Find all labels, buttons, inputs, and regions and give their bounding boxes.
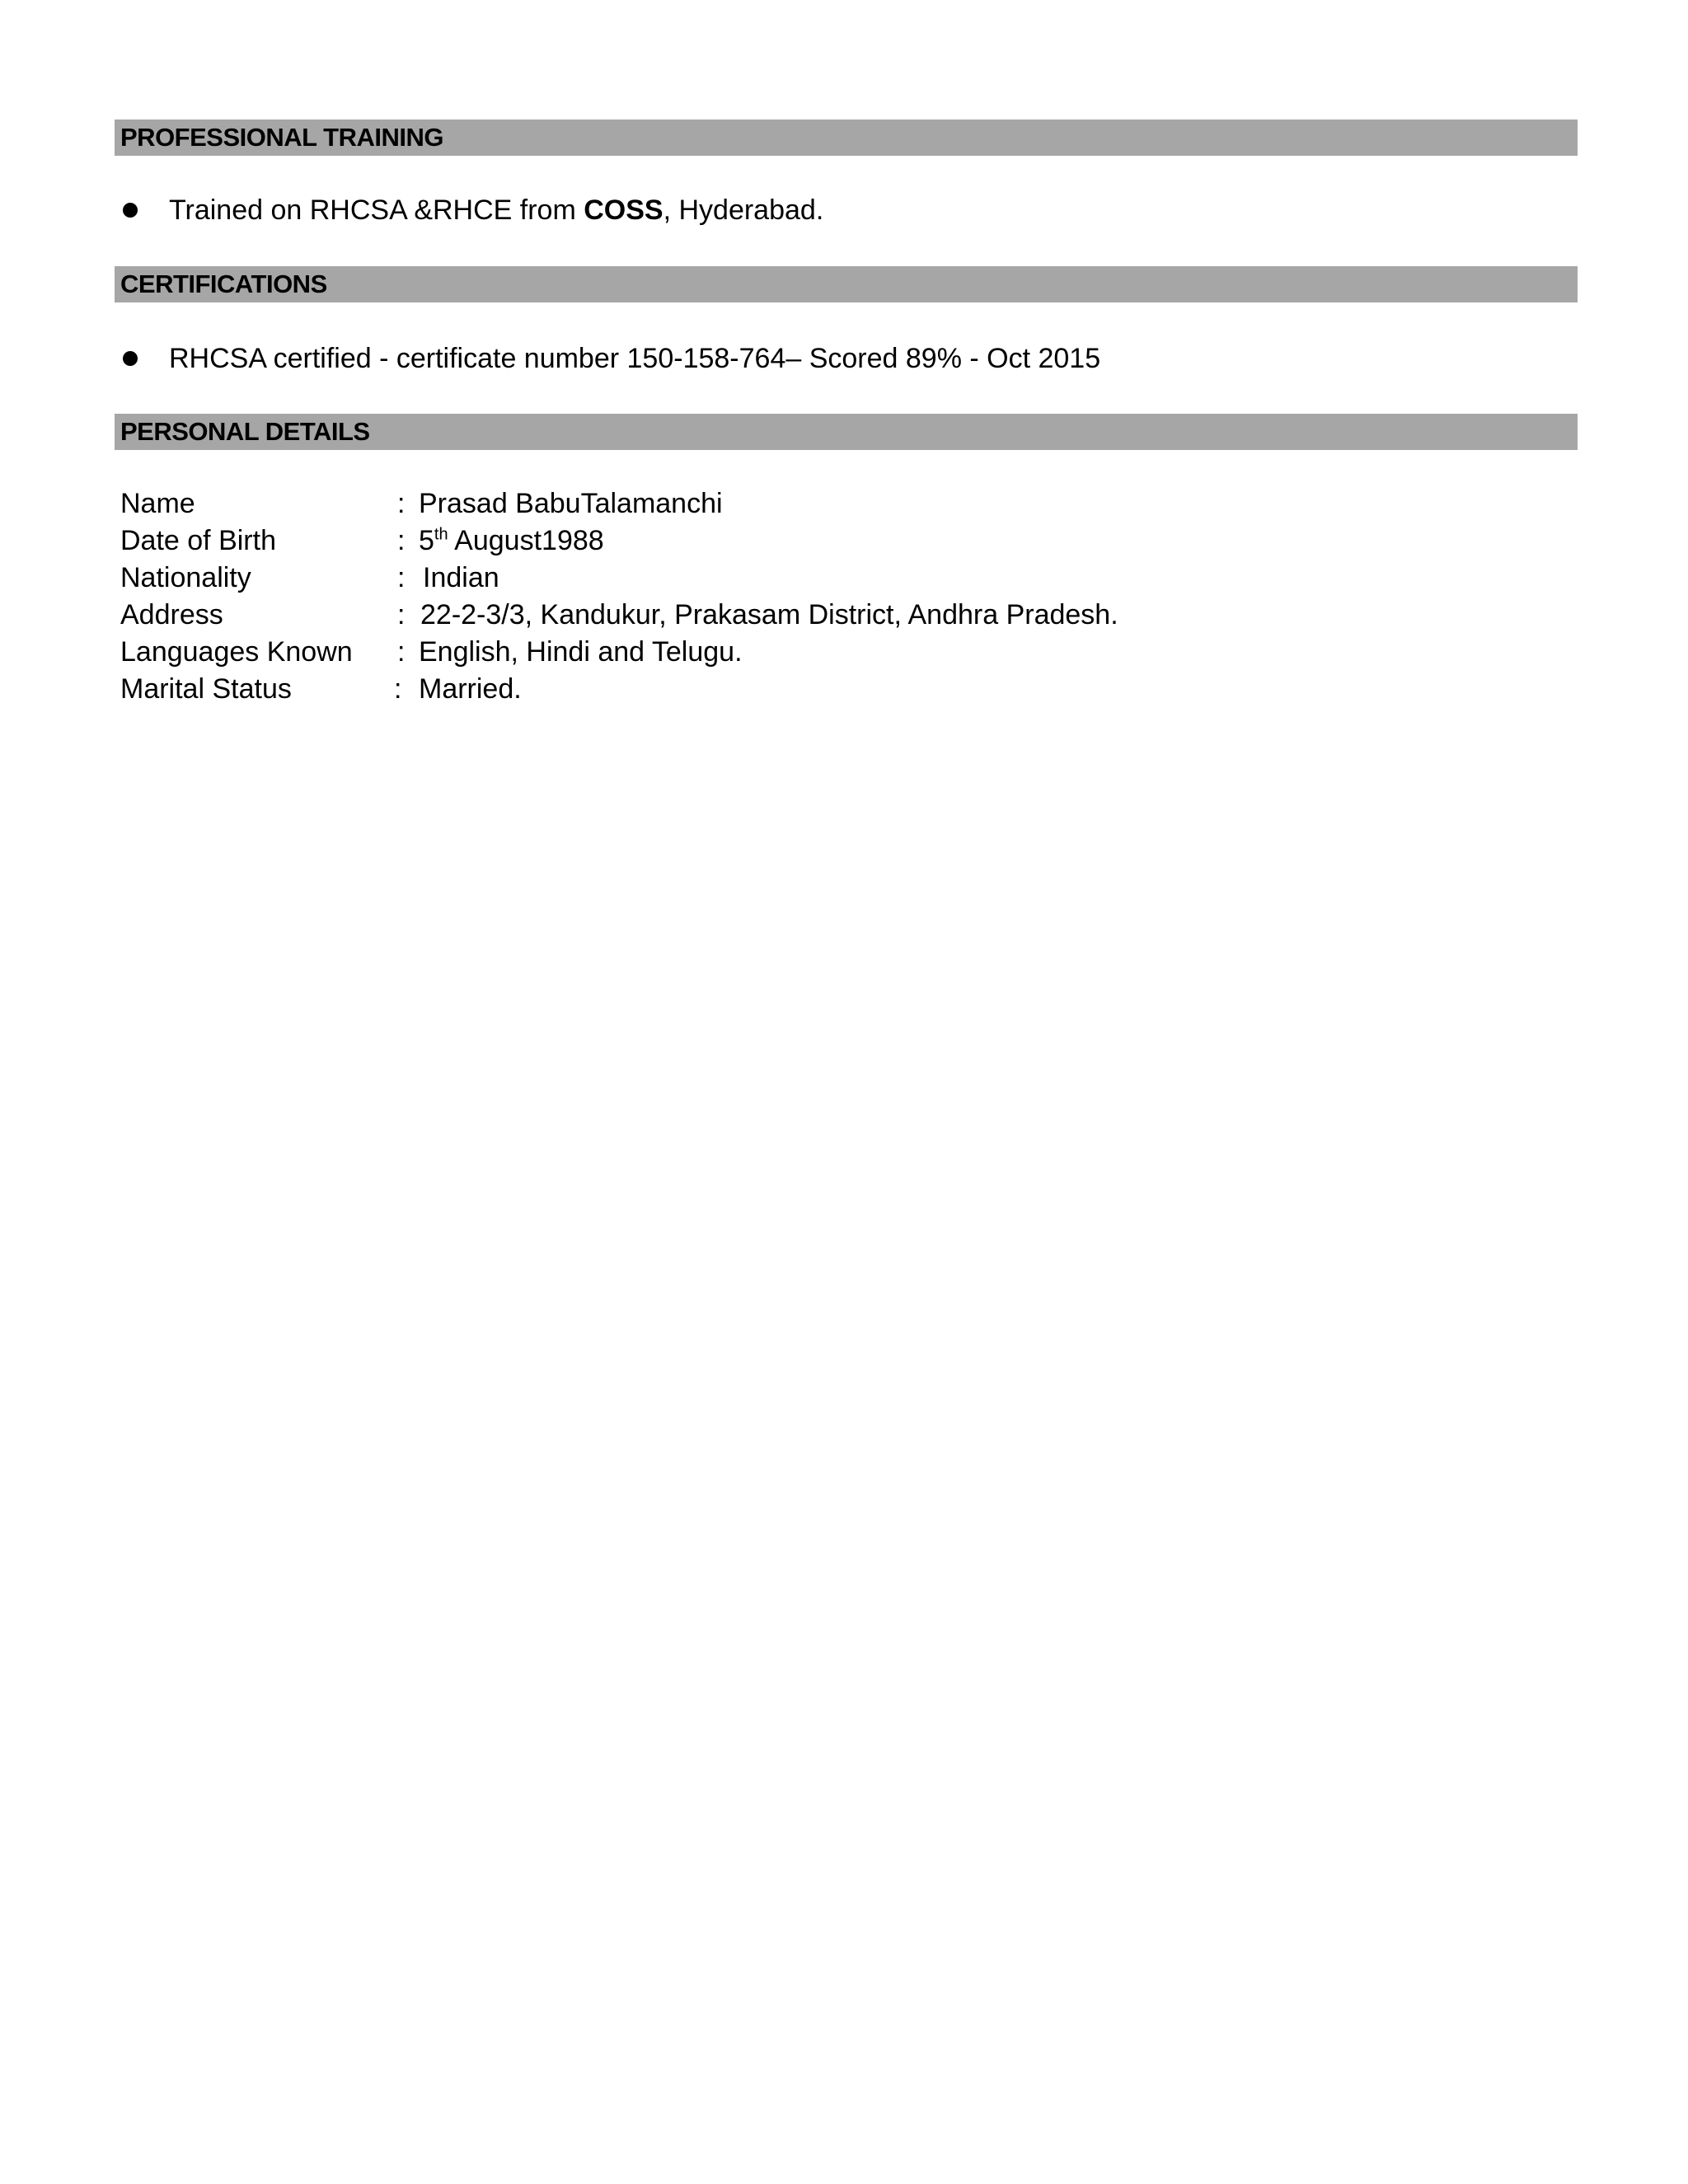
detail-row-marital-status — [120, 671, 1192, 708]
section-header-personal-details — [115, 414, 1578, 450]
detail-separator: : — [397, 599, 406, 630]
detail-value: 5th August1988 — [419, 525, 604, 556]
section-header-certifications — [115, 266, 1578, 302]
bullet-icon — [123, 351, 138, 366]
detail-row-name — [120, 485, 1192, 523]
detail-label: Nationality — [120, 562, 251, 593]
detail-separator: : — [397, 525, 406, 556]
detail-row-address — [120, 597, 1192, 634]
detail-separator: : — [397, 636, 406, 668]
detail-separator: : — [394, 673, 402, 705]
detail-label: Languages Known — [120, 636, 353, 668]
detail-label: Address — [120, 599, 223, 630]
section-title: PERSONAL DETAILS — [120, 417, 370, 446]
section-header-professional-training — [115, 120, 1578, 156]
detail-label: Marital Status — [120, 673, 292, 705]
bullet-icon — [123, 203, 138, 218]
detail-label: Name — [120, 488, 195, 519]
detail-value: 22-2-3/3, Kandukur, Prakasam District, Andhra Pradesh. — [420, 599, 1118, 630]
section-title: PROFESSIONAL TRAINING — [120, 123, 443, 152]
list-item-text: RHCSA certified - certificate number 150-158-764– Scored 89% - Oct 2015 — [169, 343, 1101, 374]
detail-value: Married. — [419, 673, 522, 705]
list-item-text: Trained on RHCSA &RHCE from COSS, Hyderabad. — [169, 194, 824, 226]
detail-value: Prasad BabuTalamanchi — [419, 488, 723, 519]
section-title: CERTIFICATIONS — [120, 269, 327, 298]
detail-row-date-of-birth — [120, 523, 1192, 560]
detail-label: Date of Birth — [120, 525, 276, 556]
detail-row-languages-known — [120, 634, 1192, 671]
detail-value: English, Hindi and Telugu. — [419, 636, 743, 668]
detail-row-nationality — [120, 560, 1192, 597]
detail-value: Indian — [423, 562, 499, 593]
detail-separator: : — [397, 562, 406, 593]
detail-separator: : — [397, 488, 406, 519]
